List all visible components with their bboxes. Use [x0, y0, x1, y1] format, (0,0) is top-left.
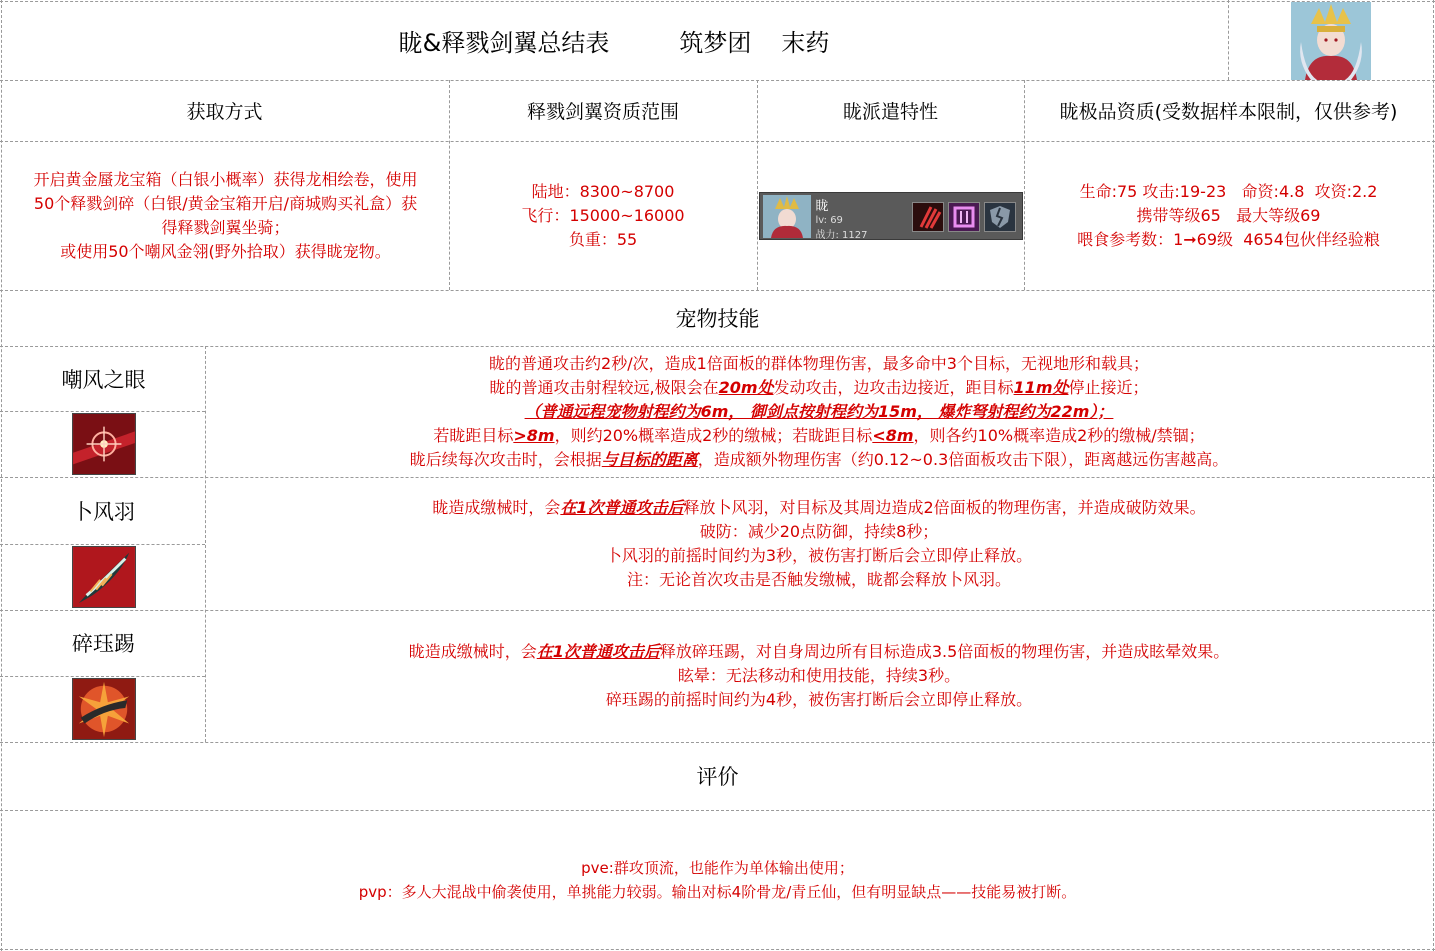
dispatch-power: 战力: 1127: [815, 229, 868, 241]
text-span: 停止接近；: [1068, 377, 1149, 397]
aptitude-range: [449, 141, 757, 290]
skill-desc-line: [432, 496, 1205, 520]
skill-desc-line: 碎珏踢的前摇时间约为4秒，被伤害打断后会立即停止释放。: [605, 690, 1033, 709]
broken-shield-icon: [984, 202, 1016, 232]
skill-icon-cell: [2, 676, 205, 742]
text-span: ，则约20%概率造成2秒的缴械；若眬距目标: [554, 425, 873, 445]
dispatch-card: [759, 192, 1023, 240]
header-aptitude-range: 释戮剑翼资质范围: [526, 101, 679, 123]
best-aptitude: [1024, 141, 1433, 290]
skill-icon-cell: [2, 544, 205, 610]
emphasis-distance: >8m: [513, 425, 555, 445]
skill-desc-line: 眬的普通攻击约2秒/次，造成1倍面板的群体物理伤害，最多命中3个目标，无视地形和载具；: [489, 353, 1149, 373]
skill-desc-line: 眩晕：无法移动和使用技能，持续3秒。: [677, 666, 961, 685]
skill-icon-cell: [2, 411, 205, 477]
review-body: [2, 810, 1433, 949]
skill-desc-line: 卜风羽的前摇时间约为3秒，被伤害打断后会立即停止释放。: [605, 545, 1033, 565]
land-aptitude: 陆地：8300~8700: [531, 181, 675, 201]
review-pvp: pvp：多人大混战中偷袭使用，单挑能力较弱。输出对标4阶骨龙/青丘仙，但有明显缺点——技能易被打断。: [358, 882, 1077, 901]
text-span: 发动攻击，边攻击边接近，距目标: [773, 377, 1014, 397]
grid-line: [0, 949, 1435, 950]
skill-name-2: 卜风羽: [72, 499, 135, 524]
dispatch-cell: [757, 141, 1024, 290]
skills-title: 宠物技能: [675, 307, 760, 331]
emphasis-text: 在1次普通攻击后: [560, 497, 684, 517]
review-pve: pve:群攻顶流，也能作为单体输出使用；: [581, 858, 854, 877]
obtain-method: [2, 141, 449, 290]
text-span: 若眬距目标: [433, 425, 514, 445]
title-main: 眬&释戮剑翼总结表: [398, 29, 610, 57]
sheet-title: [0, 1, 1228, 80]
text-span: 眬后续每次攻击时，会根据: [409, 449, 602, 469]
header-best-aptitude: 眬极品资质(受数据样本限制，仅供参考): [1059, 101, 1398, 123]
title-team: 筑梦团: [679, 29, 752, 57]
skill-desc-line: [489, 376, 1148, 400]
text-span: ，造成额外物理伤害（约0.12~0.3倍面板攻击下限），距离越远伤害越高。: [697, 449, 1229, 469]
pet-portrait-image: [1291, 2, 1371, 80]
text-span: 眬的普通攻击射程较远,极限会在: [489, 377, 719, 397]
text-span: ，则各约10%概率造成2秒的缴械/禁锢；: [913, 425, 1205, 445]
obtain-line: 得释戮剑翼坐骑；: [161, 217, 290, 237]
header-obtain: 获取方式: [186, 101, 263, 123]
eye-target-icon: [72, 413, 136, 475]
emphasis-distance: 11m处: [1013, 377, 1069, 397]
dispatch-avatar: [763, 195, 811, 238]
skill-desc-line: 破防：减少20点防御，持续8秒；: [699, 521, 939, 541]
emphasis-distance: <8m: [872, 425, 914, 445]
dispatch-level: lv: 69: [815, 214, 843, 226]
fly-aptitude: 飞行：15000~16000: [521, 205, 685, 225]
claw-icon: [912, 202, 944, 232]
load-aptitude: 负重：55: [568, 229, 638, 249]
best-aptitude-line: 生命:75 攻击:19-23 命资:4.8 攻资:2.2: [1079, 181, 1378, 201]
dispatch-pet-name: 眬: [815, 198, 829, 214]
text-span: 释放碎珏踢，对自身周边所有目标造成3.5倍面板的物理伤害，并造成眩晕效果。: [659, 642, 1230, 661]
review-title: 评价: [696, 765, 739, 789]
obtain-line: 50个释戮剑碎（白银/黄金宝箱开启/商城购买礼盒）获: [33, 193, 418, 213]
skill-desc-line: [433, 424, 1204, 448]
header-dispatch: 眬派遣特性: [842, 101, 938, 123]
shield-break-icon: [948, 202, 980, 232]
emphasis-text: 在1次普通攻击后: [536, 642, 660, 661]
skill-desc-line: [410, 448, 1229, 472]
skill-desc-line: [409, 640, 1230, 664]
pet-portrait-cell: [1228, 1, 1433, 80]
text-span: 眬造成缴械时，会: [408, 642, 537, 661]
emphasis-distance: 20m处: [718, 377, 774, 397]
text-span: 释放卜风羽，对目标及其周边造成2倍面板的物理伤害，并造成破防效果。: [683, 497, 1206, 517]
skill-desc-line: 注：无论首次攻击是否触发缴械，眬都会释放卜风羽。: [626, 569, 1011, 589]
skill-desc-2: [205, 477, 1433, 610]
skill-desc-3: [205, 610, 1433, 742]
skill-name-3: 碎珏踢: [72, 632, 135, 656]
feather-icon: [72, 546, 136, 608]
best-aptitude-line: 喂食参考数：1➞69级 4654包伙伴经验粮: [1077, 229, 1380, 249]
text-span: 眬造成缴械时，会: [432, 497, 561, 517]
skill-desc-1: [205, 346, 1433, 477]
skill-name-1: 嘲风之眼: [61, 367, 146, 392]
best-aptitude-line: 携带等级65 最大等级69: [1136, 205, 1321, 225]
skill-desc-range-note: （普通远程宠物射程约为6m， 御剑点按射程约为15m， 爆炸弩射程约为22m）；: [524, 401, 1114, 421]
kick-burst-icon: [72, 678, 136, 740]
obtain-line: 开启黄金蜃龙宝箱（白银小概率）获得龙相绘卷，使用: [33, 169, 418, 189]
emphasis-text: 与目标的距离: [601, 449, 698, 469]
obtain-line: 或使用50个嘲风金翎(野外拾取）获得眬宠物。: [60, 241, 391, 261]
title-author: 末药: [781, 29, 830, 57]
